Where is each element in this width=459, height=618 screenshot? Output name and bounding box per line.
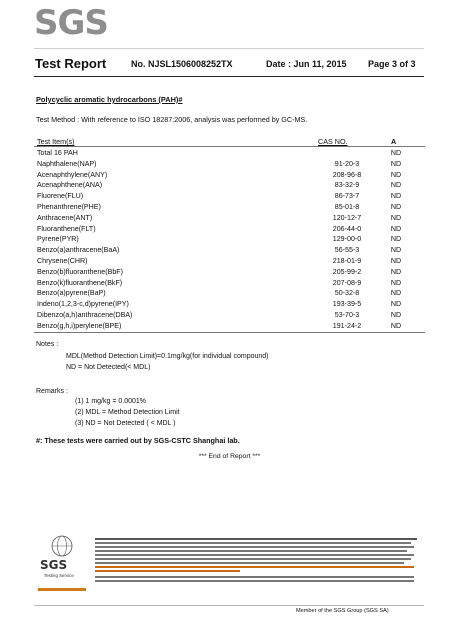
table-row <box>0 310 459 320</box>
page-number: Page 3 of 3 <box>368 59 416 69</box>
cas-number-cell: 120-12-7 <box>332 213 362 222</box>
table-row <box>0 159 459 169</box>
table-row <box>0 256 459 266</box>
table-row <box>0 170 459 180</box>
cas-number-cell: 193-39-5 <box>332 300 362 309</box>
sgs-logo: SGS <box>34 3 108 43</box>
cas-number-cell: 86-73-7 <box>334 192 360 201</box>
report-date: Date : Jun 11, 2015 <box>266 59 347 69</box>
section-title: Polycyclic aromatic hydrocarbons (PAH)# <box>36 95 183 104</box>
table-header-rule <box>34 146 425 147</box>
cas-number-cell: 208-96-8 <box>332 170 362 179</box>
result-cell: ND <box>390 149 402 157</box>
table-bottom-rule <box>34 332 425 333</box>
result-cell: ND <box>390 300 402 309</box>
result-cell: ND <box>390 213 402 222</box>
result-cell: ND <box>390 278 402 287</box>
table-row <box>0 321 459 331</box>
test-item-cell: Naphthalene(NAP) <box>37 159 97 168</box>
seal-subtitle: Testing Service <box>44 573 74 578</box>
cas-number-cell: 191-24-2 <box>332 321 362 330</box>
result-cell: ND <box>390 321 402 330</box>
result-cell: ND <box>390 235 402 244</box>
result-cell: ND <box>390 181 402 190</box>
test-item-cell: Benzo(b)fluoranthene(BbF) <box>37 267 123 276</box>
test-item-cell: Fluorene(FLU) <box>37 192 84 201</box>
result-cell: ND <box>390 311 402 319</box>
test-item-cell: Fluoranthene(FLT) <box>37 224 96 233</box>
column-header-item: Test Item(s) <box>37 137 75 146</box>
table-row <box>0 213 459 223</box>
notes-line: ND = Not Detected(< MDL) <box>66 364 151 371</box>
test-item-cell: Phenanthrene(PHE) <box>37 203 101 211</box>
sgs-member-line: Member of the SGS Group (SGS SA) <box>296 608 389 614</box>
table-row <box>0 148 459 158</box>
notes-label: Notes : <box>36 341 59 348</box>
column-header-result: A <box>391 137 397 146</box>
seal-logo: SGS <box>40 558 68 572</box>
test-method: Test Method : With reference to ISO 18287:2006, analysis was performed by GC-MS. <box>36 115 308 124</box>
cas-number-cell: 207-08-9 <box>332 278 362 287</box>
cas-number-cell: 83-32-9 <box>334 181 360 190</box>
test-item-cell: Acenaphthene(ANA) <box>37 181 103 190</box>
test-item-cell: Total 16 PAH <box>37 149 78 157</box>
result-cell: ND <box>390 192 402 201</box>
remarks-line: (3) ND = Not Detected ( < MDL ) <box>75 420 176 427</box>
cas-number-cell: 53-70-3 <box>334 311 360 319</box>
test-item-cell: Dibenzo(a,h)anthracene(DBA) <box>37 311 133 319</box>
footer-divider <box>34 605 424 606</box>
table-row <box>0 191 459 201</box>
table-row <box>0 224 459 234</box>
result-cell: ND <box>390 246 402 255</box>
table-row <box>0 288 459 298</box>
table-row <box>0 267 459 277</box>
test-item-cell: Anthracene(ANT) <box>37 213 93 222</box>
test-item-cell: Indeno(1,2,3-c,d)pyrene(IPY) <box>37 300 129 309</box>
result-cell: ND <box>390 289 402 298</box>
column-header-cas: CAS NO. <box>318 137 348 146</box>
table-row <box>0 180 459 190</box>
cas-number-cell: 218-01-9 <box>332 257 362 265</box>
cas-number-cell: 56-55-3 <box>334 246 360 255</box>
test-item-cell: Benzo(g,h,i)perylene(BPE) <box>37 321 122 330</box>
cas-number-cell: 91-20-3 <box>334 159 360 168</box>
result-cell: ND <box>390 224 402 233</box>
cas-number-cell: 85-01-8 <box>334 203 360 211</box>
remarks-line: (1) 1 mg/kg = 0.0001% <box>75 398 147 405</box>
table-row <box>0 299 459 309</box>
test-item-cell: Chrysene(CHR) <box>37 257 88 265</box>
test-item-cell: Benzo(a)anthracene(BaA) <box>37 246 120 255</box>
table-row <box>0 245 459 255</box>
result-cell: ND <box>390 159 402 168</box>
legal-disclaimer <box>95 538 417 582</box>
result-cell: ND <box>390 170 402 179</box>
lab-footnote: #: These tests were carried out by SGS-CSTC Shanghai lab. <box>36 436 240 445</box>
notes-line: MDL(Method Detection Limit)=0.1mg/kg(for individual compound) <box>66 353 269 360</box>
result-cell: ND <box>390 203 402 211</box>
cas-number-cell: 206-44-0 <box>332 224 362 233</box>
table-row <box>0 278 459 288</box>
test-item-cell: Benzo(a)pyrene(BaP) <box>37 289 106 298</box>
header-top-divider <box>34 48 424 49</box>
result-cell: ND <box>390 257 402 265</box>
result-cell: ND <box>390 267 402 276</box>
table-row <box>0 234 459 244</box>
header-divider <box>34 76 424 77</box>
remarks-label: Remarks : <box>36 388 68 395</box>
remarks-line: (2) MDL = Method Detection Limit <box>75 409 180 416</box>
cas-number-cell: 205-99-2 <box>332 267 362 276</box>
cas-number-cell: 50-32-8 <box>334 289 360 298</box>
report-number: No. NJSL1506008252TX <box>131 59 233 69</box>
cas-number-cell: 129-00-0 <box>332 235 362 244</box>
seal-orange-bar <box>38 588 86 591</box>
test-item-cell: Pyrene(PYR) <box>37 235 79 244</box>
report-title: Test Report <box>35 56 107 71</box>
end-of-report: *** End of Report *** <box>198 453 261 460</box>
test-item-cell: Acenaphthylene(ANY) <box>37 170 108 179</box>
test-item-cell: Benzo(k)fluoranthene(BkF) <box>37 278 123 287</box>
table-row <box>0 202 459 212</box>
